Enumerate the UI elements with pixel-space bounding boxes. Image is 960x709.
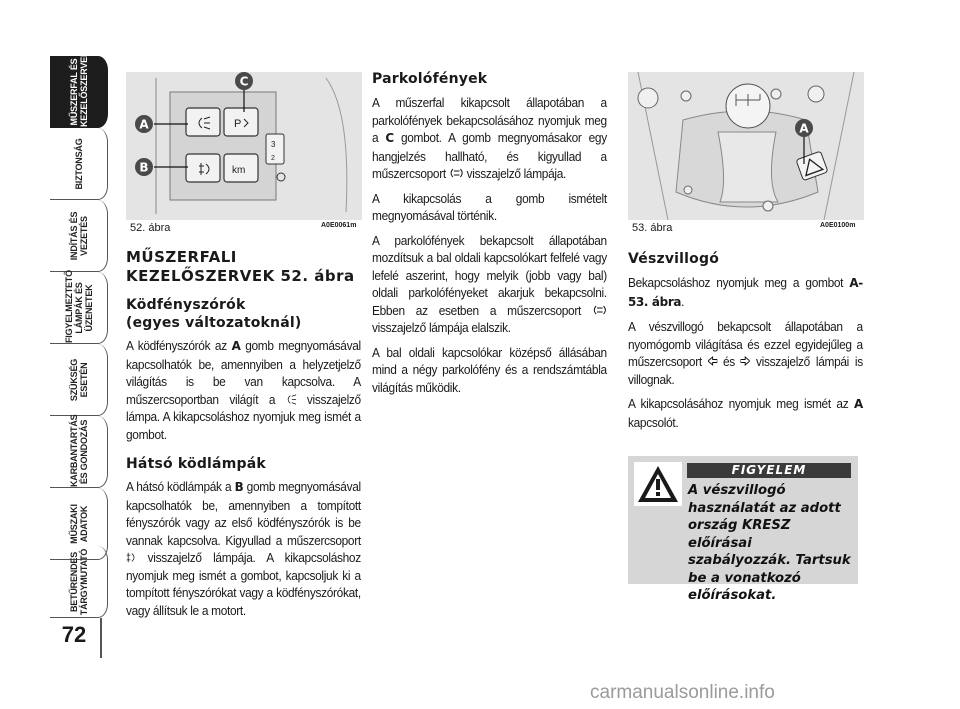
parking-paragraph-1: A műszerfal kikapcsolt állapotában a parkolófények bekapcsolásához nyomjuk meg a C gombot. A gomb megnyomásakor egy hangjelzés hallható, és kigyullad a műszercsoport visszajelző lámpája. [372,95,607,181]
thumb-index-sidebar [0,0,112,709]
tab-starting-driving[interactable] [50,200,108,272]
tab-emergency[interactable] [50,344,108,416]
svg-text:A: A [139,117,149,132]
rear-fog-heading: Hátsó ködlámpák [126,456,266,472]
key-letter: B [234,480,244,495]
svg-text:C: C [239,74,249,89]
tab-label: BETŰRENDES TÁRGYMUTATÓ [68,548,89,615]
hazard-lights-heading: Vészvillogó [628,251,720,267]
tab-instruments-controls[interactable] [50,50,108,128]
svg-text:A: A [799,121,809,136]
column-1 [126,248,362,619]
tab-label: INDÍTÁS ÉS VEZETÉS [68,211,89,260]
watermark: carmanualsonline.info [590,682,775,703]
hazard-paragraph-1: Bekapcsoláshoz nyomjuk meg a gombot A-53. ábra. [628,275,863,310]
figure-52-caption: 52. ábra [130,222,171,234]
right-turn-arrow-icon [741,353,750,363]
rear-fog-lamp-icon [126,550,136,561]
svg-text:P: P [234,118,242,130]
column-2 [372,70,608,396]
figure-52-switch-panel [126,72,362,220]
parking-paragraph-4: A bal oldali kapcsolókar középső állásában mind a négy parkolófény és a rendszámtábla világítás működik. [372,344,607,395]
tab-label: SZÜKSÉG ESETÉN [68,358,89,401]
rear-fog-paragraph: A hátsó ködlámpák a B gomb megnyomásával kapcsolhatók be, amennyiben a tompított fényszórók vagy az első ködfényszórók is be vannak kapcsolva. Kigyullad a műszercsoport visszajelző lámpája. A kikapcsoláshoz nyomjuk meg ismét a gombot, kapcsoljuk ki a tompított fényszórókat vagy a ködfényszórókat, vagy állítsuk le a motort. [126,479,361,618]
parking-paragraph-2: A kikapcsolás a gomb ismételt megnyomásával történik. [372,190,607,223]
tab-maintenance[interactable] [50,416,108,488]
key-reference: A-53. ábra [628,276,863,310]
figure-53-caption: 53. ábra [632,222,673,234]
tab-label: MŰSZAKI ADATOK [68,503,89,544]
svg-text:B: B [139,160,149,175]
gear-3-label: 3 [271,140,276,149]
column-3 [628,250,864,431]
tab-warning-lights[interactable] [50,269,108,344]
left-turn-arrow-icon [708,353,717,363]
page-number-rule [100,618,102,658]
warning-title: FIGYELEM [687,463,851,478]
parking-lights-icon [449,165,464,175]
gear-console-illustration [628,72,864,220]
parking-paragraph-3: A parkolófények bekapcsolt állapotában mozdítsuk a bal oldali kapcsolókart felfelé vagy lefelé aszerint, hogy melyik (jobb vagy bal) oldali parkolófényeket akarjuk bekapcsolni. Ebben az esetben a műszercsoport visszajelző lámpája elalszik. [372,232,607,335]
key-letter: A [231,339,241,354]
fog-lights-paragraph: A ködfényszórók az A gomb megnyomásával kapcsolhatók be, amennyiben a helyzetjelző világítás is be van kapcsolva. A műszercsoportban világít a visszajelző lámpa. A kikapcsoláshoz nyomjuk meg ismét a gombot. [126,338,361,442]
switch-panel-illustration [126,72,362,220]
tab-index[interactable] [50,546,108,618]
figure-53-gear-console [628,72,864,220]
hazard-paragraph-3: A kikapcsolásához nyomjuk meg ismét az A kapcsolót. [628,396,863,430]
parking-lights-icon [592,302,607,312]
figure-53-code: A0E0100m [820,222,856,229]
tab-label: KARBANTARTÁS ÉS GONDOZÁS [68,414,89,487]
tab-label: BIZTONSÁG [73,137,84,190]
section-heading: MŰSZERFALI KEZELŐSZERVEK 52. ábra [126,248,355,285]
front-fog-lamp-icon [286,392,296,403]
figure-52-code: A0E0061m [321,222,357,229]
warning-text: A vészvillogó használatát az adott ország KRESZ előírásai szabályozzák. Tartsuk be a vonatkozó előírásokat. [688,483,851,603]
km-button-label: km [232,165,246,176]
gear-2-label: 2 [271,155,275,162]
page-number: 72 [61,622,87,647]
key-letter: C [385,131,394,146]
fog-lights-heading: Ködfényszórók (egyes változatoknál) [126,297,302,331]
parking-lights-heading: Parkolófények [372,71,488,87]
tab-safety[interactable] [50,128,108,200]
hazard-paragraph-2: A vészvillogó bekapcsolt állapotában a nyomógomb világítása és ezzel egyidejűleg a műszercsoport és visszajelző lámpái is villognak. [628,319,863,387]
tab-label: MŰSZERFAL ÉS KEZELŐSZERVEK [68,50,89,127]
key-letter: A [853,397,863,412]
tab-label: FIGYELMEZTETŐ LÁMPÁK ÉS ÜZENETEK [63,269,94,343]
